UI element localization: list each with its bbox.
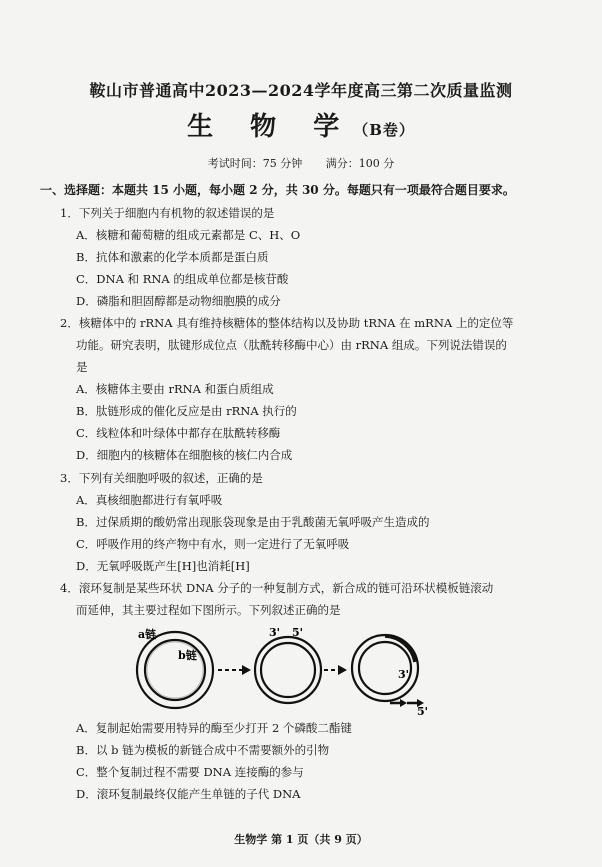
label-a-strand: a链 [138,628,157,641]
page-footer: 生物学 第 1 页（共 9 页） [234,833,368,846]
q2-stem-1: 2．核糖体中的 rRNA 具有维持核糖体的整体结构以及协助 tRNA 在 mRNA 上的定位等 [60,316,514,330]
q4-option-b: B．以 b 链为模板的新链合成中不需要额外的引物 [76,743,330,757]
q2-option-c: C．线粒体和叶绿体中都存在肽酰转移酶 [76,426,281,440]
label-5prime-top: 5' [292,626,304,639]
label-3prime-top: 3' [269,626,281,639]
q1-stem: 1．下列关于细胞内有机物的叙述错误的是 [60,206,275,220]
q3-option-a: A．真核细胞都进行有氧呼吸 [76,493,223,507]
arrow-2 [324,665,347,675]
q3-option-c: C．呼吸作用的终产物中有水，则一定进行了无氧呼吸 [76,537,350,551]
rolling-circle-diagram [130,624,430,716]
q4-option-a: A．复制起始需要用特异的酶至少打开 2 个磷酸二酯键 [76,721,352,735]
exam-title: 鞍山市普通高中2023—2024学年度高三第二次质量监测 [89,81,513,100]
arrow-1 [218,665,251,675]
q3-option-b: B．过保质期的酸奶常出现胀袋现象是由于乳酸菌无氧呼吸产生造成的 [76,515,430,529]
label-3prime-right: 3' [398,668,410,681]
label-5prime-bottom: 5' [417,705,429,716]
q1-option-c: C．DNA 和 RNA 的组成单位都是核苷酸 [76,272,289,286]
q3-stem: 3．下列有关细胞呼吸的叙述，正确的是 [60,471,263,485]
exam-meta [0,155,602,171]
exam-score: 满分：100 分 [325,157,395,170]
label-b-strand: b链 [178,649,197,662]
q1-option-d: D．磷脂和胆固醇都是动物细胞膜的成分 [76,294,281,308]
q4-stem-2: 而延伸，其主要过程如下图所示。下列叙述正确的是 [76,603,341,617]
q2-stem-3: 是 [76,360,88,374]
circle-1 [137,632,213,708]
subject-title [0,106,602,143]
q1-option-a: A．核糖和葡萄糖的组成元素都是 C、H、O [76,228,301,242]
volume-label: （B卷） [353,121,415,139]
section-heading: 一、选择题：本题共 15 小题，每小题 2 分，共 30 分。每题只有一项最符合题目要求。 [40,183,515,197]
exam-time: 考试时间：75 分钟 [207,157,303,170]
q3-option-d: D．无氧呼吸既产生[H]也消耗[H] [76,559,250,573]
q2-option-b: B．肽链形成的催化反应是由 rRNA 执行的 [76,404,297,418]
q4-option-c: C．整个复制过程不需要 DNA 连接酶的参与 [76,765,304,779]
q2-option-a: A．核糖体主要由 rRNA 和蛋白质组成 [76,382,274,396]
circle-2 [255,637,321,703]
q4-stem-1: 4．滚环复制是某些环状 DNA 分子的一种复制方式，新合成的链可沿环状模板链滚动 [60,581,494,595]
q4-option-d: D．滚环复制最终仅能产生单链的子代 DNA [76,787,301,801]
q1-option-b: B．抗体和激素的化学本质都是蛋白质 [76,250,269,264]
subject-name: 生 物 学 [187,112,354,142]
q2-option-d: D．细胞内的核糖体在细胞核的核仁内合成 [76,448,293,462]
q2-stem-2: 功能。研究表明，肽键形成位点（肽酰转移酶中心）由 rRNA 组成。下列说法错误的 [76,338,507,352]
